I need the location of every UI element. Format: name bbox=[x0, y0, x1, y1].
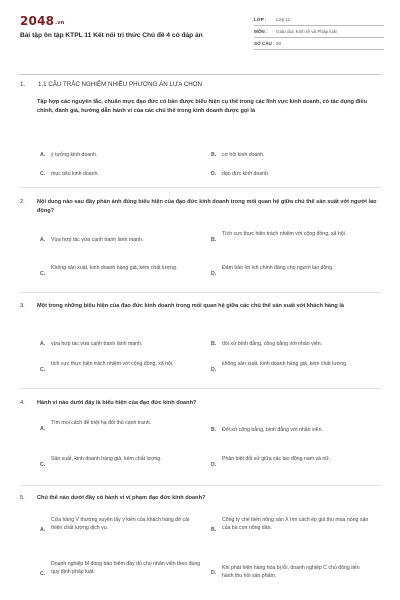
site-logo[interactable] bbox=[20, 14, 65, 28]
meta-value: 60 bbox=[276, 41, 282, 46]
question-text: Chủ thể nào dưới đây có hành vi vi phạm đạo đức kinh doanh? bbox=[37, 495, 206, 501]
option-letter: C. bbox=[40, 462, 46, 468]
question-divider bbox=[20, 187, 382, 188]
meta-row-class bbox=[254, 14, 384, 26]
logo-suffix: .vn bbox=[55, 20, 65, 26]
option-text: mục tiêu kinh doanh. bbox=[51, 171, 99, 177]
option-letter: D. bbox=[211, 171, 217, 177]
option-letter: D. bbox=[211, 271, 217, 277]
question-number: 2. bbox=[20, 199, 25, 205]
header-divider bbox=[18, 74, 382, 75]
option-text: Phân biệt đối xử giữa các lao động nam và nữ. bbox=[222, 456, 331, 462]
question-text: Hành vi nào dưới đây là biểu hiện của đạo đức kinh doanh? bbox=[37, 400, 197, 406]
option-text: Doanh nghiệp M đóng bảo hiểm đầy đủ cho nhân viên theo đúng quy định pháp luật. bbox=[51, 561, 201, 576]
document-header bbox=[0, 0, 400, 68]
question-number: 4. bbox=[20, 400, 25, 406]
question-number: 5. bbox=[20, 495, 25, 501]
option-text: tích cực thực hiện trách nhiệm với cộng đồng, xã hội. bbox=[51, 361, 174, 367]
logo-text: 2048 bbox=[20, 14, 55, 28]
option-text: Công ty chế biến nông sản X tìm cách ép giá thu mua nông sản của bà con nông dân. bbox=[222, 517, 369, 532]
option-text: Đảm bảo lợi ích chính đáng cho người lao động. bbox=[222, 265, 334, 271]
option-letter: D. bbox=[211, 462, 217, 468]
option-text: Khi phát hiện hàng hóa bị lỗi, doanh nghiệp C chủ động tiến hành thu hồi sản phẩm. bbox=[222, 565, 360, 580]
option-letter: A. bbox=[40, 341, 46, 347]
option-letter: B. bbox=[211, 427, 217, 433]
option-letter: A. bbox=[40, 237, 46, 243]
document-meta bbox=[254, 14, 384, 50]
document-title: Bài tập ôn tập KTPL 11 Kết nối tri thức Chủ đề 4 có đáp án bbox=[20, 32, 203, 39]
section-number: 1. bbox=[20, 81, 26, 88]
option-letter: B. bbox=[211, 341, 217, 347]
meta-label: LỚP : bbox=[254, 17, 267, 22]
option-text: Không sản xuất, kinh doanh hàng giả, kém chất lượng. bbox=[51, 265, 178, 271]
option-text: vừa hợp tác vừa cạnh tranh lành mạnh. bbox=[51, 341, 143, 347]
option-letter: A. bbox=[40, 527, 46, 533]
question-divider bbox=[20, 485, 382, 486]
option-letter: C. bbox=[40, 271, 46, 277]
meta-row-count bbox=[254, 38, 384, 50]
question-text: Tập hợp các nguyên tắc, chuẩn mực đạo đức có bản được biểu hiện cụ thể trong các lĩnh vực kinh doanh, có tác dụng điều chỉnh, đánh giá, hướng dẫn hành vi của các chủ thể trong kinh doanh được gọi là bbox=[37, 99, 367, 114]
option-letter: C. bbox=[40, 571, 46, 577]
question-divider bbox=[20, 292, 382, 293]
option-letter: A. bbox=[40, 152, 46, 158]
question-text: Một trong những biểu hiện của đạo đức kinh doanh trong mối quan hệ giữa các chủ thể sản xuất với khách hàng là bbox=[37, 303, 345, 309]
option-letter: B. bbox=[211, 527, 217, 533]
option-letter: B. bbox=[211, 237, 217, 243]
option-letter: B. bbox=[211, 152, 217, 158]
option-text: ý tưởng kinh doanh. bbox=[51, 152, 98, 158]
option-letter: D. bbox=[211, 367, 217, 373]
option-text: Sản xuất, kinh doanh hàng giả, kém chất lượng. bbox=[51, 456, 162, 462]
option-text: không sản xuất, kinh doanh hàng giả, kém chất lượng. bbox=[222, 361, 348, 367]
meta-row-subject bbox=[254, 26, 384, 38]
option-letter: C. bbox=[40, 367, 46, 373]
option-letter: C. bbox=[40, 171, 46, 177]
option-letter: D. bbox=[211, 570, 217, 576]
option-text: đạo đức kinh doanh. bbox=[222, 171, 270, 177]
option-text: đối xử bình đẳng, công bằng với nhân viên. bbox=[222, 341, 323, 347]
section-title: 1.1 CÂU TRẮC NGHIỆM NHIỀU PHƯƠNG ÁN LỰA CHỌN bbox=[38, 81, 202, 88]
option-text: cơ hội kinh doanh. bbox=[222, 152, 265, 158]
option-text: Tìm mọi cách để triệt hạ đối thủ cạnh tranh. bbox=[51, 420, 152, 426]
question-number: 3. bbox=[20, 303, 25, 309]
meta-label: SỐ CÂU : bbox=[254, 41, 275, 46]
meta-label: MÔN : bbox=[254, 29, 268, 34]
section-heading bbox=[20, 81, 202, 88]
question-divider bbox=[20, 388, 382, 389]
meta-value: Giáo dục Kinh tế và Pháp luật bbox=[276, 29, 337, 34]
question-text: Nội dung nào sau đây phản ánh đúng biểu hiện của đạo đức kinh doanh trong mối quan hệ giữa chủ thể sản xuất với người lao động? bbox=[37, 199, 377, 214]
option-text: Cửa hàng V thường xuyên lấy ý kiến của khách hàng để cải thiện chất lượng dịch vụ. bbox=[51, 517, 190, 532]
option-text: Vừa hợp tác vừa cạnh tranh lành mạnh. bbox=[51, 237, 144, 243]
option-text: Tích cực thực hiện trách nhiệm với cộng đồng, xã hội. bbox=[222, 231, 347, 237]
option-text: Đối xử công bằng, bình đẳng với nhân viên. bbox=[222, 427, 323, 433]
meta-value: Lớp 11 bbox=[276, 17, 291, 22]
option-letter: A. bbox=[40, 426, 46, 432]
